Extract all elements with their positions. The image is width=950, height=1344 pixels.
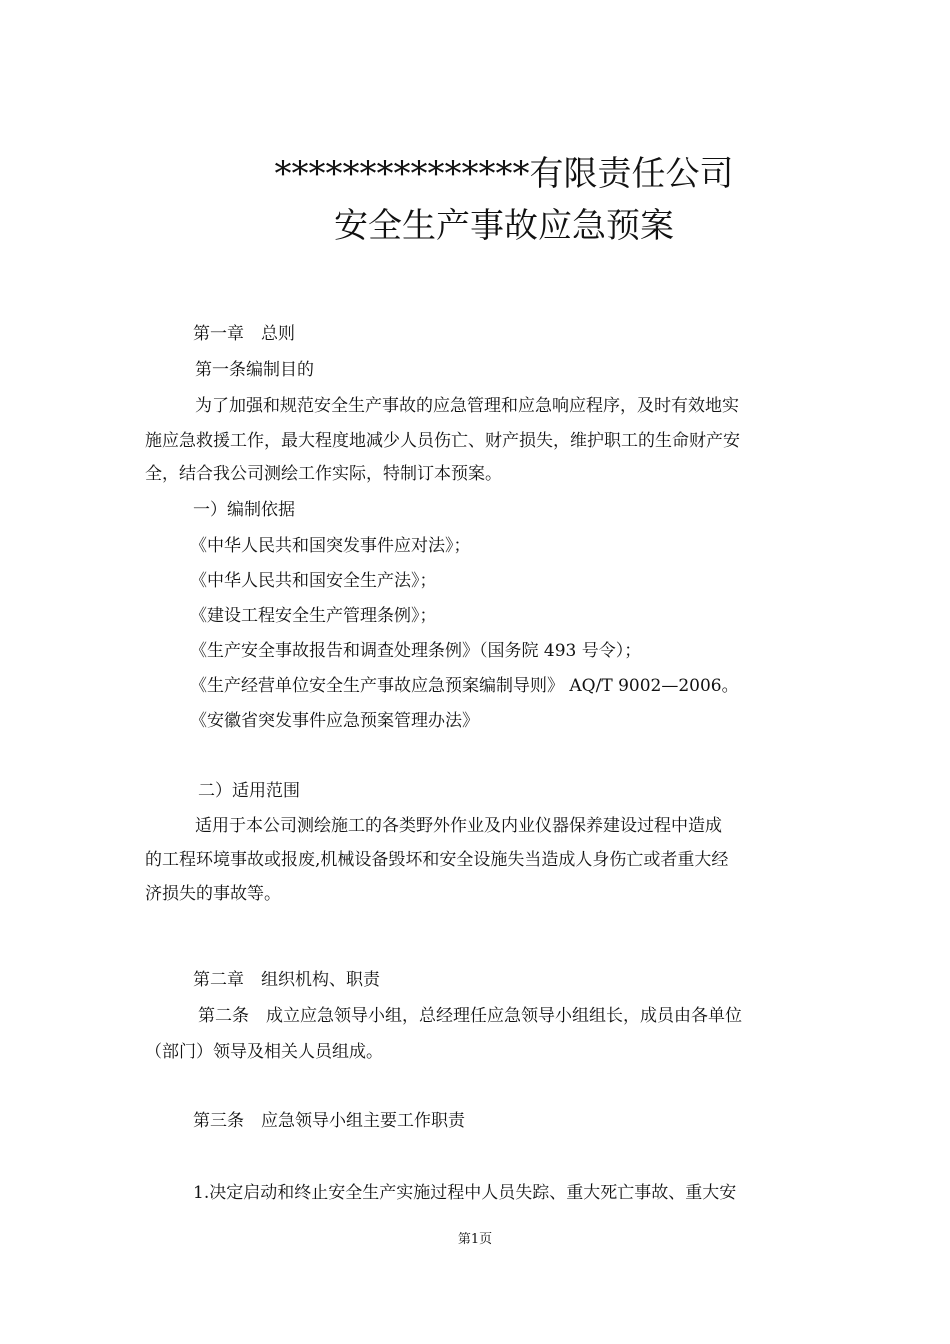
basis-item: 《生产安全事故报告和调查处理条例》（国务院 493 号令）； — [190, 641, 642, 661]
paragraph-line: 适用于本公司测绘施工的各类野外作业及内业仪器保养建设过程中造成 — [195, 816, 722, 836]
section-heading: 二）适用范围 — [198, 781, 300, 801]
article-heading: 第三条 应急领导小组主要工作职责 — [193, 1111, 465, 1131]
basis-item: 《中华人民共和国安全生产法》； — [190, 571, 437, 591]
paragraph-line: 的工程环境事故或报废,机械设备毁坏和安全设施失当造成人身伤亡或者重大经 — [145, 850, 729, 870]
list-item: 1.决定启动和终止安全生产实施过程中人员失踪、重大死亡事故、重大安 — [193, 1183, 737, 1203]
paragraph-line: 济损失的事故等。 — [145, 884, 281, 904]
document-title-company: ***************有限责任公司 — [274, 154, 734, 194]
paragraph-line: 施应急救援工作，最大程度地减少人员伤亡、财产损失，维护职工的生命财产安 — [145, 431, 740, 451]
section-heading: 一）编制依据 — [193, 500, 295, 520]
article-heading: 第一条编制目的 — [195, 360, 314, 380]
chapter-heading: 第二章 组织机构、职责 — [193, 970, 380, 990]
paragraph-line: 第二条 成立应急领导小组，总经理任应急领导小组组长，成员由各单位 — [198, 1006, 742, 1026]
paragraph-line: 为了加强和规范安全生产事故的应急管理和应急响应程序，及时有效地实 — [195, 396, 739, 416]
paragraph-line: 全，结合我公司测绘工作实际，特制订本预案。 — [145, 464, 502, 484]
paragraph-line: （部门）领导及相关人员组成。 — [145, 1042, 383, 1062]
document-title-plan: 安全生产事故应急预案 — [334, 206, 674, 246]
page-number: 第1页 — [457, 1232, 493, 1247]
basis-item: 《生产经营单位安全生产事故应急预案编制导则》 AQ/T 9002—2006。 — [190, 676, 739, 696]
chapter-heading: 第一章 总则 — [193, 324, 295, 344]
basis-item: 《建设工程安全生产管理条例》； — [190, 606, 437, 626]
basis-item: 《中华人民共和国突发事件应对法》； — [190, 536, 471, 556]
basis-item: 《安徽省突发事件应急预案管理办法》 — [190, 711, 479, 731]
